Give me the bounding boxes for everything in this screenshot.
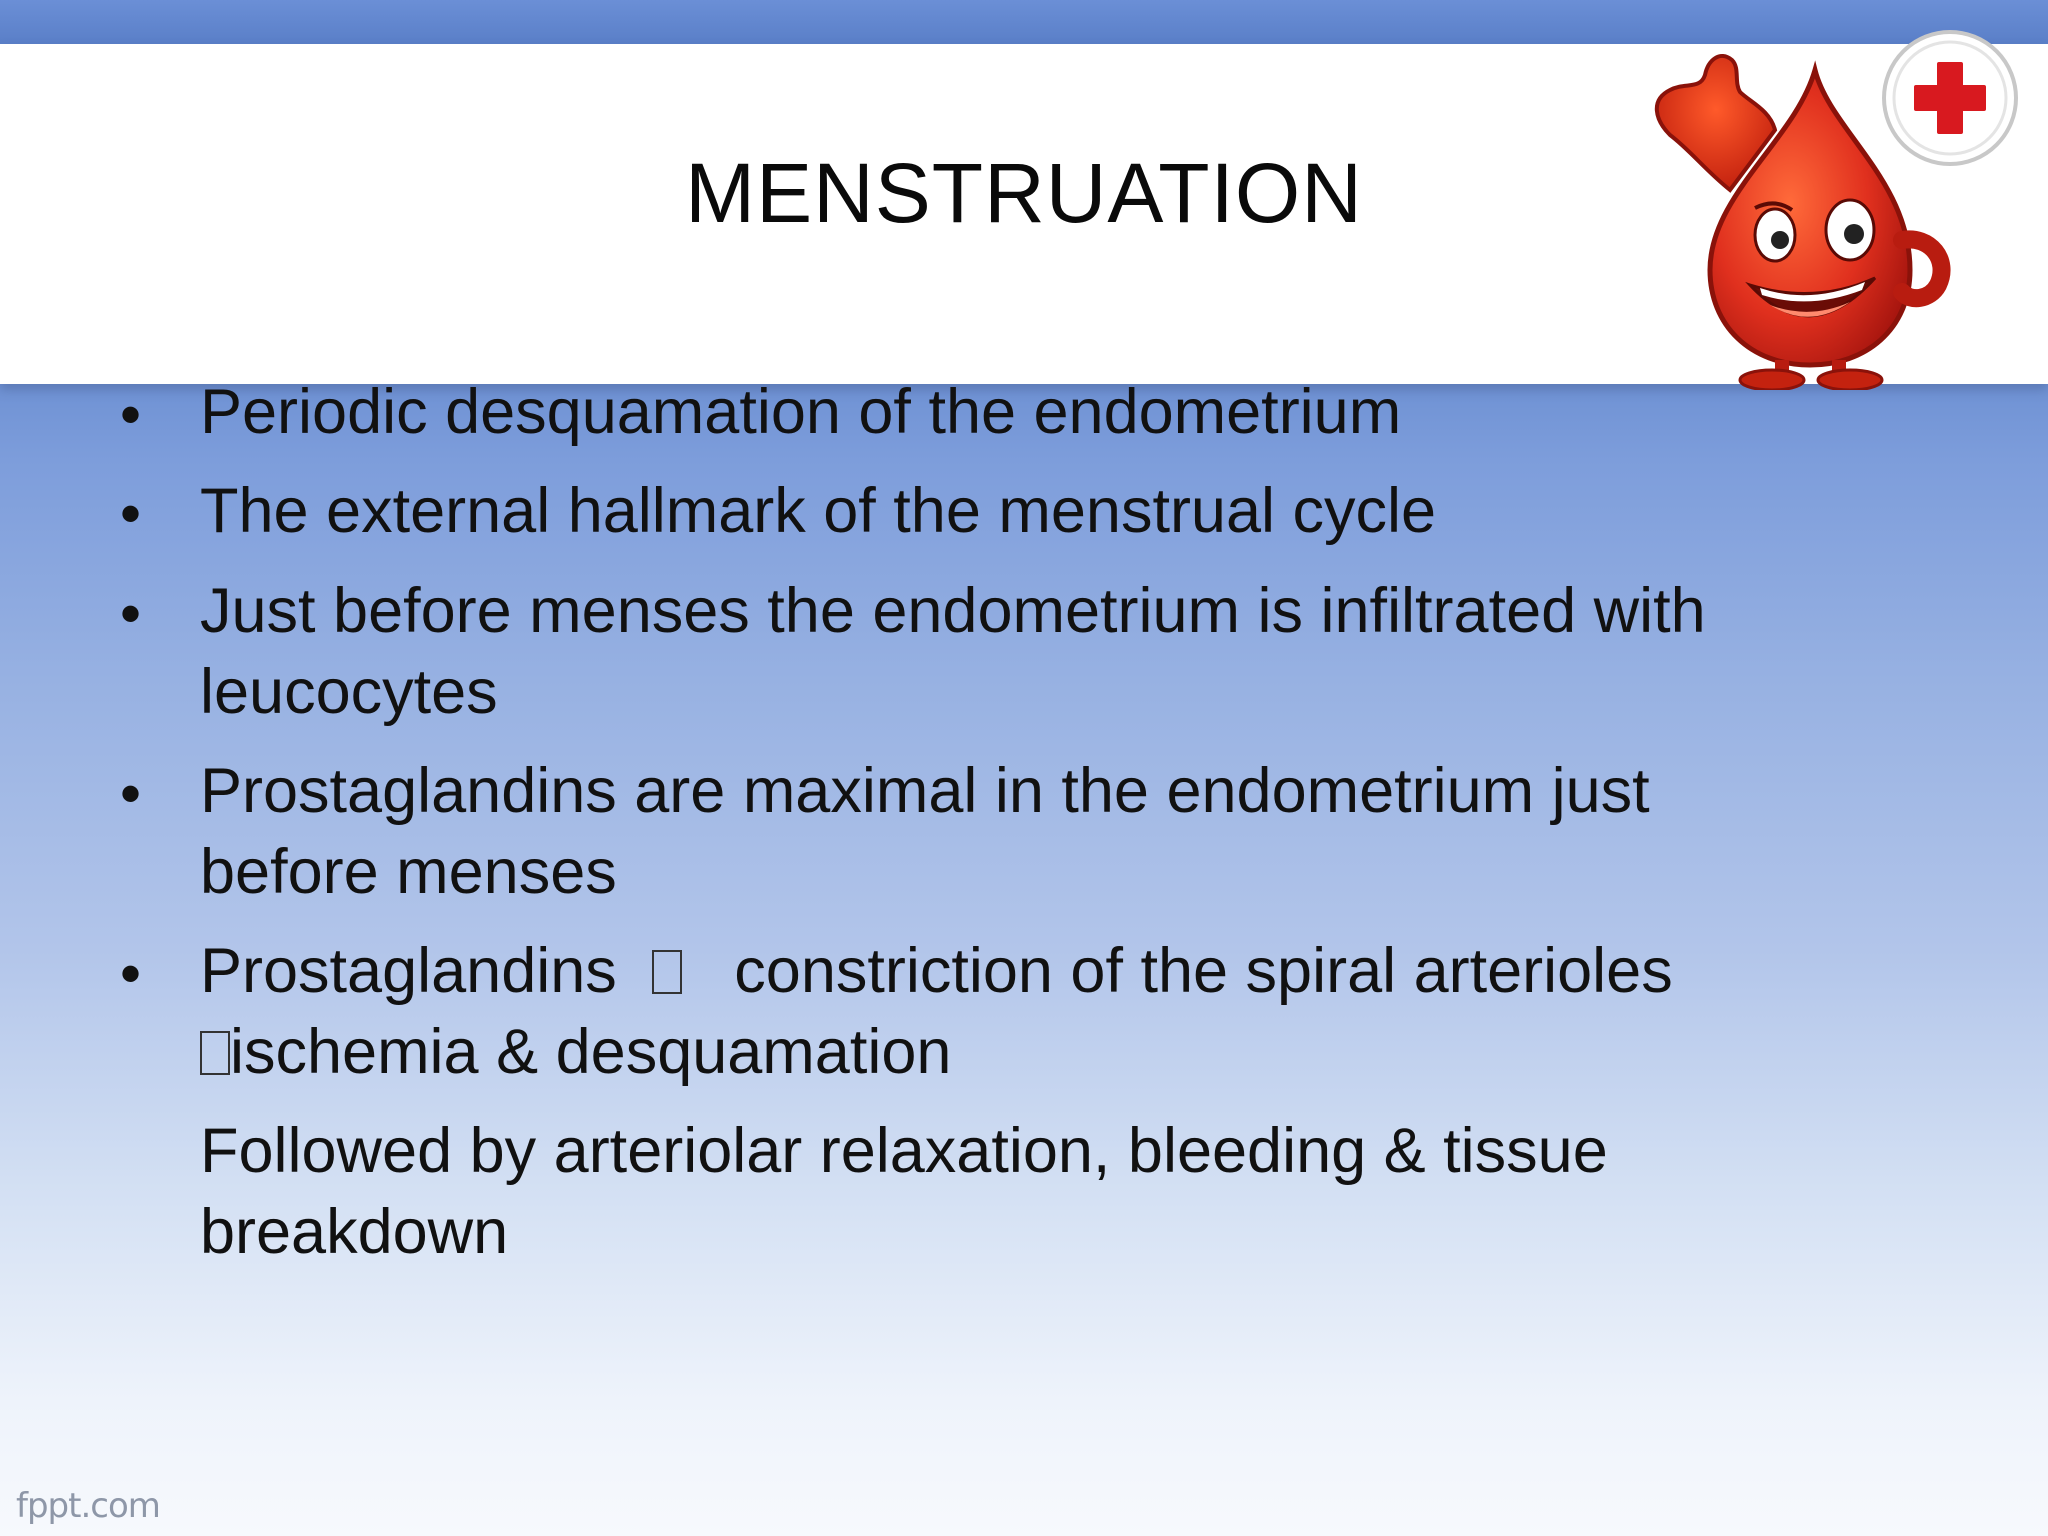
slide-title: MENSTRUATION xyxy=(685,146,1363,240)
bullet-text xyxy=(200,936,1673,1006)
bullet-text: leucocytes xyxy=(200,657,498,727)
bullet-text-part: constriction of the spiral arterioles xyxy=(734,936,1673,1006)
arrow-placeholder-glyph xyxy=(200,1031,230,1075)
bullet-marker: • xyxy=(120,381,142,448)
bullet-text: before menses xyxy=(200,837,617,907)
bullet-text-part: Prostaglandins xyxy=(200,936,617,1006)
bullet-text: Prostaglandins are maximal in the endometrium just xyxy=(200,756,1650,826)
arrow-placeholder-glyph xyxy=(652,950,682,994)
bullet-marker: • xyxy=(120,580,142,647)
continuation-text: breakdown xyxy=(200,1197,509,1267)
bullet-text: Just before menses the endometrium is infiltrated with xyxy=(200,576,1706,646)
footer-logo: fppt.com xyxy=(16,1486,160,1526)
bullet-marker: • xyxy=(120,480,142,547)
bullet-text xyxy=(200,1017,952,1087)
continuation-text: Followed by arteriolar relaxation, bleeding & tissue xyxy=(200,1116,1608,1186)
bullet-marker: • xyxy=(120,940,142,1007)
bullet-text-part: ischemia & desquamation xyxy=(230,1017,952,1087)
bullet-text: The external hallmark of the menstrual cycle xyxy=(200,476,1437,546)
bullet-marker: • xyxy=(120,760,142,827)
bullet-text: Periodic desquamation of the endometrium xyxy=(200,377,1402,447)
